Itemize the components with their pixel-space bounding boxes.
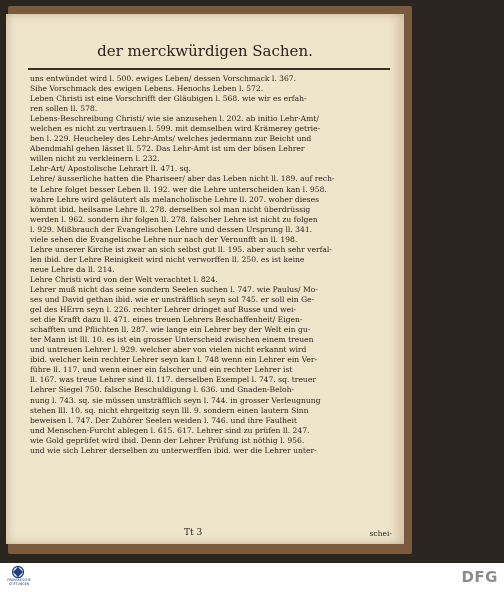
text-line: stehen lll. 10. sq. nicht ehrgeitzig seyn lll. 9. sondern einen lautern Sinn — [30, 405, 309, 415]
logo-text: FRANCKESCHE STIFTUNGEN — [7, 578, 31, 586]
text-line: willen nicht zu verkleinern l. 232. — [30, 154, 160, 164]
index-text-block — [30, 74, 396, 456]
text-line: und Menschen-Furcht ablegen l. 615. 617. Lehrer sind zu prüfen ll. 247. — [30, 425, 310, 435]
text-line: schafften und Pflichten ll. 287. wie lange ein Lehrer bey der Welt ein gu- — [30, 325, 311, 335]
text-line: gel des HErrn seyn l. 226. rechter Lehrer dringet auf Busse und wei- — [30, 305, 297, 315]
text-line: welchen es nicht zu vertrauen l. 599. mit demselben wird Krämerey getrie- — [30, 124, 321, 134]
signature-mark: Tt 3 — [184, 528, 203, 538]
text-line: beweisen l. 747. Der Zuhörer Seelen weiden l. 746. und ihre Faulheit — [30, 415, 297, 425]
text-line: l. 929. Mißbrauch der Evangelischen Lehre und dessen Ursprung ll. 341. — [30, 224, 313, 234]
text-line: Lehrer Siegel 750. falsche Beschuldigung l. 636. und Gnaden-Beloh- — [30, 385, 295, 395]
text-line: Lehre Christi wird von der Welt verachtet l. 824. — [30, 274, 218, 284]
text-line: te Lehre folget besser Leben ll. 192. wer die Lehre unterscheiden kan l. 958. — [30, 184, 327, 194]
text-line: Lehre/ äusserliche hatten die Phariseer/ aber das Leben nicht ll. 189. auf rech- — [30, 174, 335, 184]
text-line: ibid. welcher kein rechter Lehrer seyn kan l. 748 wenn ein Lehrer ein Ver- — [30, 355, 318, 365]
text-line: ses und David gethan ibid. wie er unsträfflich seyn sol 745. er soll ein Ge- — [30, 295, 315, 305]
text-line: und wie sich Lehrer derselben zu unterwerffen ibid. wer die Lehrer unter- — [30, 445, 317, 455]
text-line: und untreuen Lehrer l. 929. welcher aber von vielen nicht erkannt wird — [30, 345, 307, 355]
text-line: Leben Christi ist eine Vorschrifft der Gläubigen l. 568. wie wir es erfah- — [30, 94, 307, 104]
catchword: schei- — [369, 529, 392, 538]
text-line: viele sehen die Evangelische Lehre nur nach der Vernunfft an ll. 198. — [30, 234, 298, 244]
text-line: set die Krafft dazu ll. 471. eines treuen Lehrers Beschaffenheit/ Eigen- — [30, 315, 303, 325]
text-line: len ibid. der Lehre Reinigkeit wird nicht verworffen ll. 250. es ist keine — [30, 254, 305, 264]
text-line: ren sollen ll. 578. — [30, 104, 98, 114]
text-line: uns entwündet wird l. 500. ewiges Leben/ dessen Vorschmack l. 367. — [30, 74, 297, 83]
text-line: ll. 167. was treue Lehrer sind ll. 117. derselben Exempel l. 747. sq. treuer — [30, 375, 316, 385]
text-line: Lehr-Art/ Apostolische Lehrart ll. 471. sq. — [30, 164, 191, 174]
text-line: nung l. 743. sq. sie müssen unsträfflich seyn l. 744. in grosser Verleugnung — [30, 395, 321, 405]
text-line: ter Mann ist lll. 10. es ist ein grosser Unterscheid zwischen einem treuen — [30, 335, 314, 345]
header-rule — [28, 68, 390, 70]
text-line: Lehrer muß nicht das seine sondern Seelen suchen l. 747. wie Paulus/ Mo- — [30, 284, 318, 294]
text-line: kömmt ibid. heilsame Lehre ll. 278. derselben sol man nicht überdrüssig — [30, 204, 311, 214]
text-line: wahre Lehre wird geläutert als melancholische Lehre ll. 207. woher dieses — [30, 194, 319, 204]
running-header: der merckwürdigen Sachen. — [97, 42, 313, 60]
dfg-logo[interactable]: DFG — [461, 568, 498, 586]
text-line: wie Gold geprüfet wird ibid. Denn der Lehrer Prüfung ist nöthig l. 956. — [30, 435, 305, 445]
text-line: werden l. 962. sondern ihr folgen ll. 278. falscher Lehre ist nicht zu folgen — [30, 214, 318, 224]
text-line: neue Lehre da ll. 214. — [30, 264, 115, 274]
text-line: Lehre unserer Kirche ist zwar an sich selbst gut ll. 195. aber auch sehr verfal- — [30, 244, 332, 254]
text-line: Lebens-Beschreibung Christi/ wie sie anzusehen l. 202. ab initio Lehr-Amt/ — [30, 114, 319, 124]
text-line: ben l. 229. Heucheley des Lehr-Amts/ welches jedermann zur Beicht und — [30, 134, 312, 144]
viewer-footer — [0, 563, 504, 592]
text-line: Abendmahl gehen lässet ll. 572. Das Lehr-Amt ist um der bösen Lehrer — [30, 144, 305, 154]
text-line: Sihe Vorschmack des ewigen Lebens. Henochs Leben l. 572. — [30, 84, 264, 94]
text-line: führe ll. 117. und wenn einer ein falscher und ein rechter Lehrer ist — [30, 365, 293, 375]
book-page — [6, 14, 404, 544]
franckesche-stiftungen-logo[interactable] — [0, 563, 36, 592]
